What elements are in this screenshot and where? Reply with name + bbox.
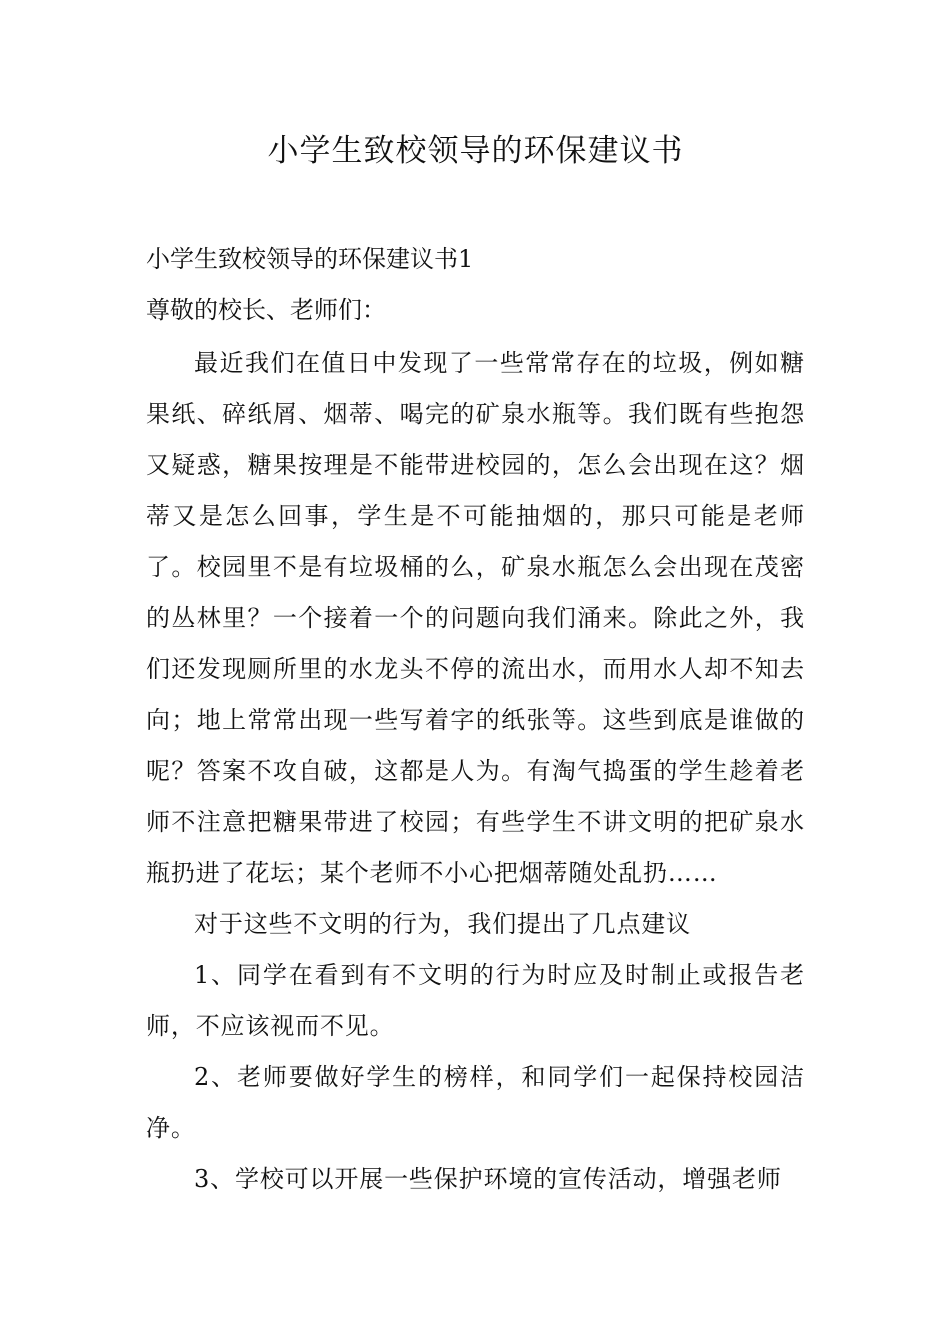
suggestion-2: 2、老师要做好学生的榜样，和同学们一起保持校园洁净。: [146, 1063, 805, 1142]
suggestion-3: 3、学校可以开展一些保护环境的宣传活动，增强老师: [194, 1165, 782, 1193]
document-title: 小学生致校领导的环保建议书: [267, 133, 684, 169]
body-paragraph-1: 最近我们在值日中发现了一些常常存在的垃圾，例如糖果纸、碎纸屑、烟蒂、喝完的矿泉水瓶等。我们既有些抱怨又疑惑，糖果按理是不能带进校园的，怎么会出现在这？烟蒂又是怎么回事，学生是不可能抽烟的，那只可能是老师了。校园里不是有垃圾桶的么，矿泉水瓶怎么会出现在茂密的丛林里？一个接着一个的问题向我们涌来。除此之外，我们还发现厕所里的水龙头不停的流出水，而用水人却不知去向；地上常常出现一些写着字的纸张等。这些到底是谁做的呢？答案不攻自破，这都是人为。有淘气捣蛋的学生趁着老师不注意把糖果带进了校园；有些学生不讲文明的把矿泉水瓶扔进了花坛；某个老师不小心把烟蒂随处乱扔……: [146, 349, 805, 887]
salutation: 尊敬的校长、老师们：: [146, 296, 386, 324]
section-heading: 小学生致校领导的环保建议书1: [146, 245, 474, 273]
suggestion-1: 1、同学在看到有不文明的行为时应及时制止或报告老师，不应该视而不见。: [146, 961, 805, 1040]
body-paragraph-2: 对于这些不文明的行为，我们提出了几点建议: [194, 910, 691, 938]
